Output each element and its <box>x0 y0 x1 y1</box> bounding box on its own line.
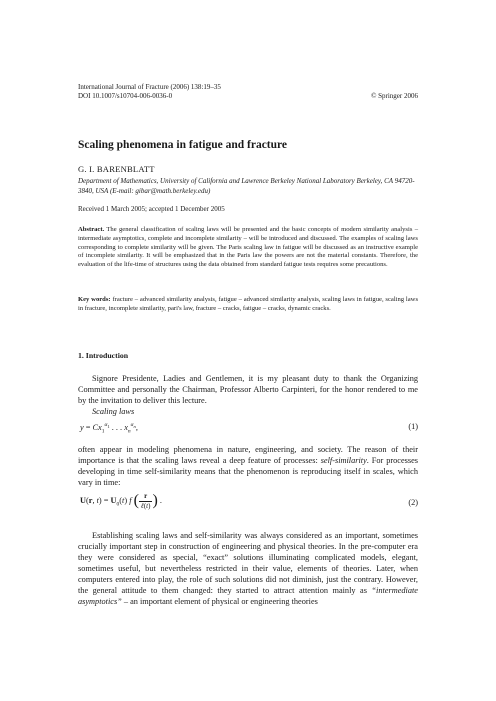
author: G. I. BARENBLATT <box>78 164 155 174</box>
paragraph-2 <box>78 444 418 488</box>
section-heading: 1. Introduction <box>78 351 129 360</box>
journal-line: International Journal of Fracture (2006) 138:19–35 <box>78 83 221 91</box>
equation-1-number: (1) <box>408 422 418 431</box>
equation-1-body: $y = Cx_1^{\alpha_1}$ . . . $x_n^{\alpha_n}$, <box>80 422 138 435</box>
paragraph-2-text-a: often appear in modeling phenomena in nature, engineering, and society. The reason of their importance is that the scaling laws reveal a deep feature of processes: <box>78 445 418 465</box>
equation-2-body: U(r, $t) = U_0(t)$ f ( $\frac{r}{\text{ℓ(t)}}$ ) . <box>80 492 162 510</box>
paragraph-3-emphasis: “intermediate asymptotics” <box>78 586 418 606</box>
journal-citation <box>78 83 418 101</box>
received-dates: Received 1 March 2005; accepted 1 December 2005 <box>78 205 225 213</box>
abstract-label: Abstract. <box>78 226 105 233</box>
abstract <box>78 226 418 270</box>
paragraph-3 <box>78 530 418 607</box>
equation-2-number: (2) <box>408 498 418 507</box>
affiliation: Department of Mathematics, University of California and Lawrence Berkeley National Laboratory Berkeley, CA 94720-3840, USA (E-mail: gibar@math.berkeley.edu) <box>78 177 415 195</box>
scaling-laws-label: Scaling laws <box>92 407 135 416</box>
keywords <box>78 296 418 314</box>
copyright: © Springer 2006 <box>371 92 418 100</box>
keywords-text: fracture – advanced similarity analysis, fatigue – advanced similarity analysis, scaling laws in fatigue, scaling laws in fracture, incomplete similarity, pari's law, fracture – cracks, fatigue – cracks, dynamic cracks. <box>78 296 419 312</box>
keywords-label: Key words: <box>78 296 111 303</box>
paragraph-3-text-b: – an important element of physical or engineering theories <box>121 597 318 606</box>
equation-1 <box>80 422 418 434</box>
paper-title: Scaling phenomena in fatigue and fracture <box>78 139 288 151</box>
paragraph-1b <box>78 406 418 417</box>
paragraph-3-text-a: Establishing scaling laws and self-similarity was always considered as an important, sometimes crucially important step in construction of engineering and physical theories. In the pre-computer era they were considered as special, “exact” solutions illuminating complicated models, elegant, sometimes useful, but nevertheless restricted in their value, elements of theories. Later, when computers entered into play, the role of such solutions did not diminish, just the contrary. However, the general attitude to them changed: they started to attract attention mainly as <box>78 531 418 595</box>
doi-line: DOI 10.1007/s10704-006-0036-0 <box>78 92 173 100</box>
paragraph-1-text: Signore Presidente, Ladies and Gentlemen, it is my pleasant duty to thank the Organizing Committee and personally the Chairman, Professor Alberto Carpinteri, for the honor rendered to me by the invitation to deliver this lecture. <box>78 374 418 405</box>
paragraph-1 <box>78 373 418 406</box>
abstract-text: The general classification of scaling laws will be presented and the basic concepts of modern similarity analysis – intermediate asymptotics, complete and incomplete similarity – will be introduced and discussed. The examples of scaling laws corresponding to complete similarity will be given. The Paris scaling law in fatigue will be discussed as an instructive example of incomplete similarity. It will be emphasized that in the Paris law the powers are not the material constants. Therefore, the evaluation of the life-time of structures using the data obtained from standard fatigue tests requires some precautions. <box>78 226 419 269</box>
paragraph-2-text-b: . For processes developing in time self-similarity means that the phenomenon is reproducing itself in scales, which vary in time: <box>78 456 418 487</box>
paragraph-2-emphasis: self-similarity <box>320 456 367 465</box>
equation-2 <box>80 492 418 511</box>
